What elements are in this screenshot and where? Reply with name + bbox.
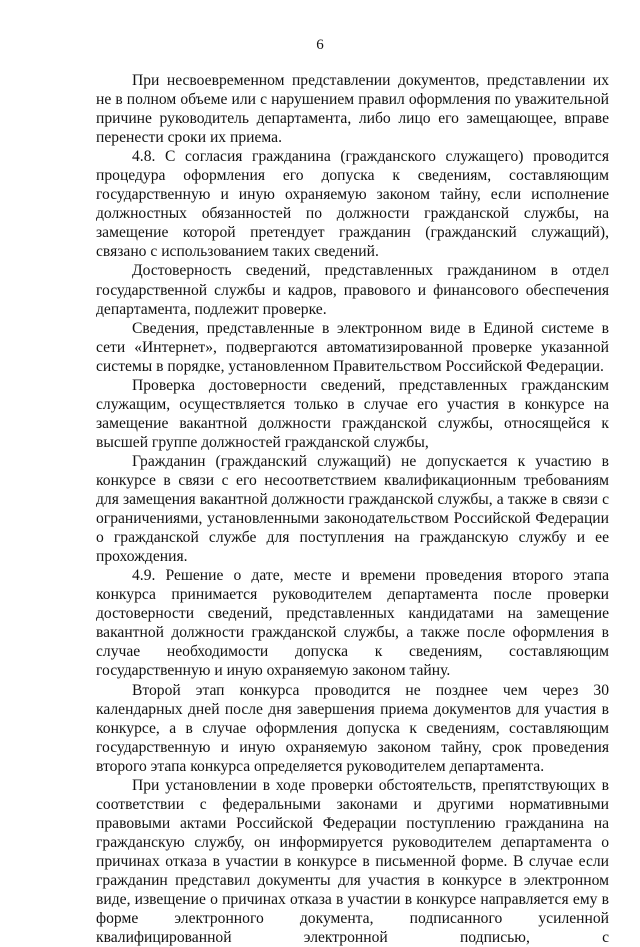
page-number: 6 [316,37,324,53]
document-body [96,71,609,947]
paragraph-refusal-notice: При установлении в ходе проверки обстоятельств, препятствующих в соответствии с федеральными законами и другими нормативными правовыми актами Российской Федерации поступлению гражданина на гражданскую службу, он информируется руководителем департамента о причинах отказа в участии в конкурсе в письменной форме. В случае если гражданин представил документы для участия в конкурсе в электронном виде, извещение о причинах отказа в участии в конкурсе направляется ему в форме электронного документа, подписанного усиленной квалифицированной электронной подписью, с [96,776,609,947]
paragraph-civil-servant-check: Проверка достоверности сведений, представленных гражданским служащим, осуществляется только в случае его участия в конкурсе на замещение вакантной должности гражданской службы, относящейся к высшей группе должностей гражданской службы, [96,376,609,451]
paragraph-electronic-check: Сведения, представленные в электронном виде в Единой системе в сети «Интернет», подвергаются автоматизированной проверке указанной системы в порядке, установленном Правительством Российской Федерации. [96,319,609,375]
paragraph-4-9-decision: 4.9. Решение о дате, месте и времени проведения второго этапа конкурса принимается руководителем департамента после проверки достоверности сведений, представленных кандидатами на замещение вакантной должности гражданской службы, а также после оформления в случае необходимости допуска к сведениям, составляющим государственную и иную охраняемую законом тайну. [96,567,609,680]
paragraph-postponement: При несвоевременном представлении документов, представлении их не в полном объеме или с нарушением правил оформления по уважительной причине руководитель департамента, либо лицо его замещающее, вправе перенести сроки их приема. [96,72,609,147]
paragraph-second-stage: Второй этап конкурса проводится не позднее чем через 30 календарных дней после дня завершения приема документов для участия в конкурсе, а в случае оформления допуска к сведениям, составляющим государственную и иную охраняемую законом тайну, срок проведения второго этапа конкурса определяется руководителем департамента. [96,681,609,775]
paragraph-verification: Достоверность сведений, представленных гражданином в отдел государственной службы и кадров, правового и финансового обеспечения департамента, подлежит проверке. [96,262,609,318]
paragraph-4-8-clearance: 4.8. С согласия гражданина (гражданского служащего) проводится процедура оформления его допуска к сведениям, составляющим государственную и иную охраняемую законом тайну, если исполнение должностных обязанностей по должности гражданской службы, на замещение которой претендует гражданин (гражданский служащий), связано с использованием таких сведений. [96,148,609,261]
paragraph-not-admitted: Гражданин (гражданский служащий) не допускается к участию в конкурсе в связи с его несоответствием квалификационным требованиям для замещения вакантной должности гражданской службы, а также в связи с ограничениями, установленными законодательством Российской Федерации о гражданской службе для поступления на гражданскую службу и ее прохождения. [96,452,609,566]
